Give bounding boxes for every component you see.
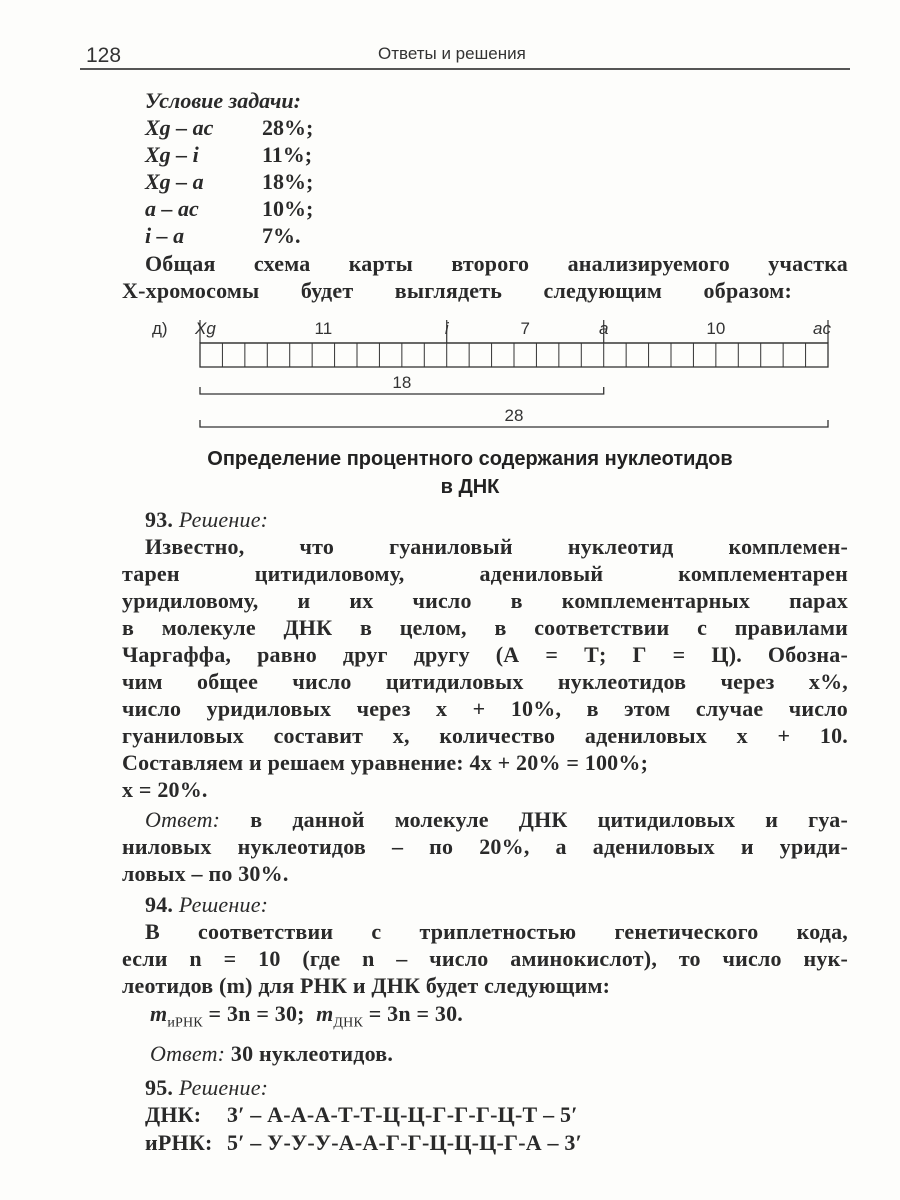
text-line: Чаргаффа, равно друг другу (А = Т; Г = Ц). Обозна-: [122, 642, 848, 667]
answer-label: Ответ:: [145, 807, 221, 832]
answer-text: 30 нуклеотидов.: [230, 1041, 394, 1066]
problem-95-title: [145, 1074, 268, 1101]
dna-label: ДНК:: [145, 1102, 202, 1127]
locus-label: i: [444, 319, 449, 338]
problem-number: 94.: [145, 892, 174, 917]
condition-value: 11%;: [262, 142, 313, 167]
condition-pair: a – ac: [145, 196, 199, 221]
answer-line: [145, 806, 848, 833]
dna-seq: 3′ – А-А-А-Т-Т-Ц-Ц-Г-Г-Г-Ц-Т – 5′: [227, 1102, 578, 1127]
condition-pair: Xg – ac: [145, 115, 214, 140]
text-line: Составляем и решаем уравнение: 4x + 20% = 100%;: [122, 750, 649, 775]
problem-number: 93.: [145, 507, 174, 532]
condition-value: 28%;: [262, 115, 314, 140]
rna-seq: 5′ – У-У-У-А-А-Г-Г-Ц-Ц-Ц-Г-А – 3′: [227, 1130, 582, 1155]
text-line: число уридиловых через x + 10%, в этом случае число: [122, 696, 848, 721]
page-number: 128: [86, 44, 122, 67]
text-line: X-хромосомы будет выглядеть следующим образом:: [122, 278, 792, 303]
diagram-label: д): [152, 319, 168, 338]
answer-line: ниловых нуклеотидов – по 20%, а адениловых и уриди-: [122, 834, 848, 859]
condition-value: 18%;: [262, 169, 314, 194]
answer-label: Ответ:: [150, 1041, 226, 1066]
text-line: леотидов (m) для РНК и ДНК будет следующим:: [122, 973, 611, 998]
text-line: в молекуле ДНК в целом, в соответствии с правилами: [122, 615, 848, 640]
condition-pair: Xg – a: [145, 169, 204, 194]
condition-value: 10%;: [262, 196, 314, 221]
running-header: Ответы и решения: [378, 44, 526, 63]
text-line: уридиловому, и их число в комплементарных парах: [122, 588, 848, 613]
condition-value: 7%.: [262, 223, 301, 248]
section-heading: Определение процентного содержания нуклеотидов: [207, 448, 733, 470]
rna-sequence: [145, 1129, 582, 1156]
dna-sequence: [145, 1101, 578, 1128]
problem-number: 95.: [145, 1075, 174, 1100]
text-line: В соответствии с триплетностью генетического кода,: [145, 919, 848, 944]
text-line: чим общее число цитидиловых нуклеотидов через x%,: [122, 669, 848, 694]
formula: [150, 1000, 463, 1036]
condition-pair: Xg – i: [145, 142, 199, 167]
distance-label: 10: [706, 319, 726, 338]
gene-map-diagram: [0, 310, 900, 440]
answer-text: в данной молекуле ДНК цитидиловых и гуа-: [250, 807, 848, 832]
solution-label: Решение:: [178, 892, 269, 917]
condition-title: Условие задачи:: [145, 88, 301, 113]
locus-label: Xg: [195, 319, 216, 338]
text-line: x = 20%.: [122, 777, 208, 802]
text-line: тарен цитидиловому, адениловый комплементарен: [122, 561, 848, 586]
formula-eq: = 3n = 30;: [202, 1001, 317, 1026]
span-label: 18: [392, 373, 412, 392]
header-rule: [80, 68, 850, 70]
text-line: Общая схема карты второго анализируемого участка: [145, 251, 848, 276]
text-line: если n = 10 (где n – число аминокислот), то число нук-: [122, 946, 848, 971]
answer-line: [150, 1040, 393, 1067]
locus-label: ac: [813, 319, 831, 338]
text-line: Известно, что гуаниловый нуклеотид комплемен-: [145, 534, 848, 559]
answer-line: ловых – по 30%.: [122, 861, 289, 886]
formula-var: m: [316, 1001, 334, 1026]
rna-label: иРНК:: [145, 1130, 213, 1155]
formula-sub: иРНК: [167, 1015, 203, 1031]
solution-label: Решение:: [178, 507, 269, 532]
problem-94-title: [145, 891, 268, 918]
formula-eq: = 3n = 30.: [363, 1001, 464, 1026]
locus-label: a: [598, 319, 609, 338]
condition-pair: i – a: [145, 223, 185, 248]
formula-sub: ДНК: [333, 1015, 363, 1031]
text-line: гуаниловых составит x, количество адениловых x + 10.: [122, 723, 848, 748]
formula-var: m: [150, 1001, 168, 1026]
distance-label: 11: [314, 319, 333, 338]
span-label: 28: [504, 406, 524, 425]
solution-label: Решение:: [178, 1075, 269, 1100]
distance-label: 7: [520, 319, 530, 338]
section-heading: в ДНК: [440, 476, 500, 498]
problem-93-title: [145, 506, 268, 533]
